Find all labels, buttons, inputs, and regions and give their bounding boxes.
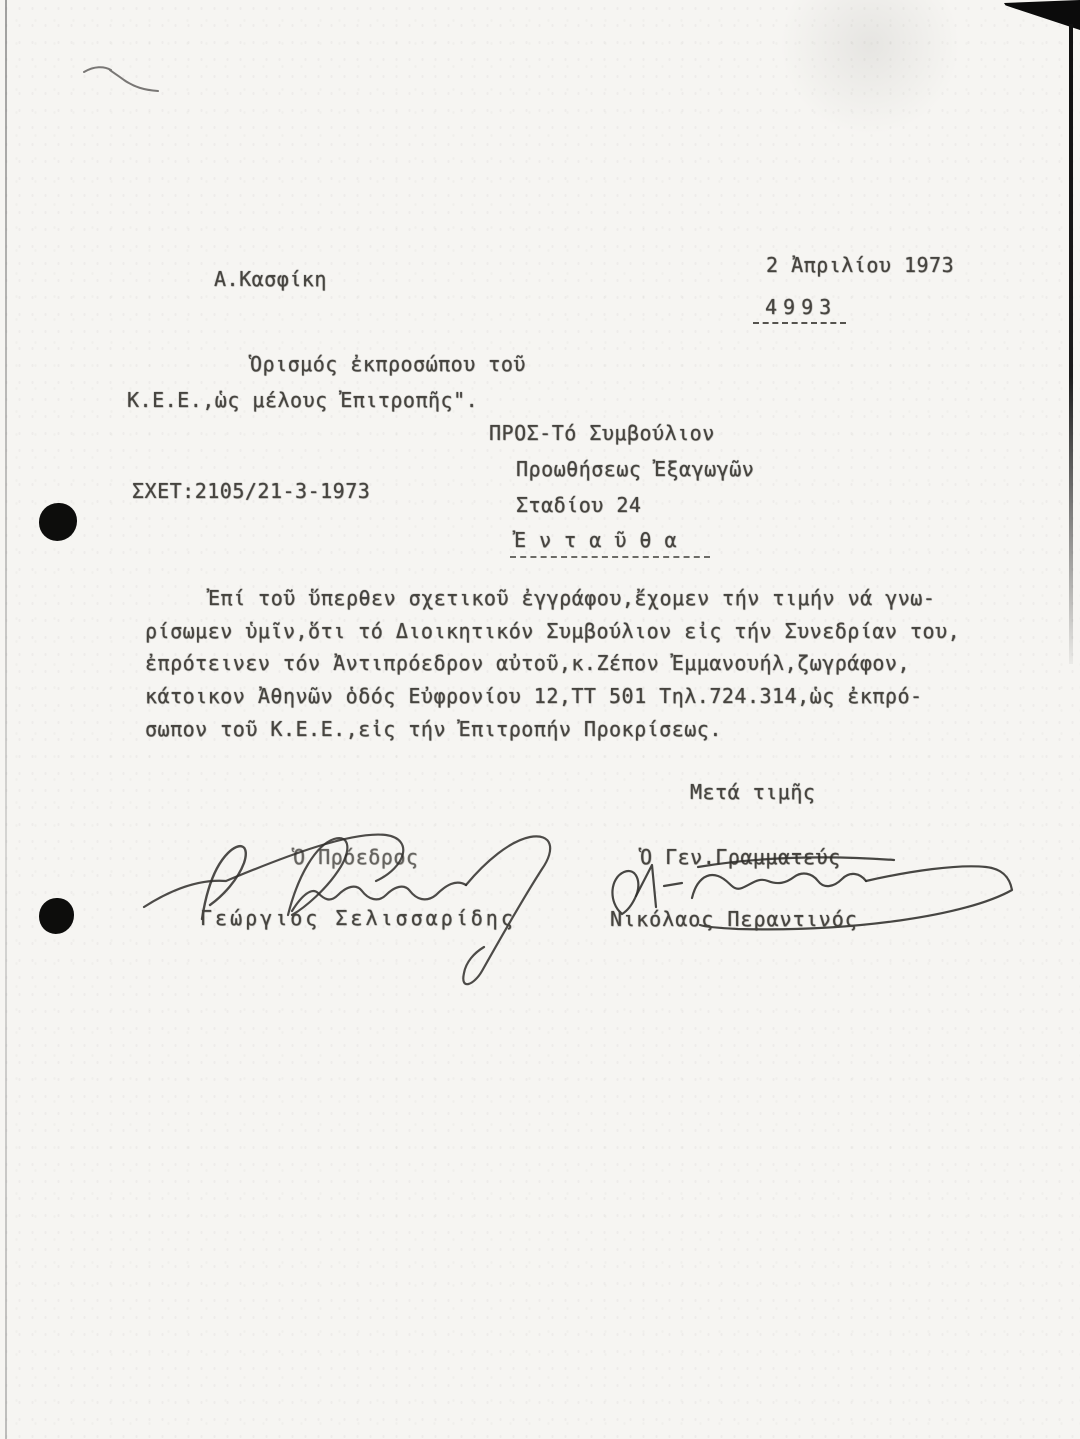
reference-number: ΣΧΕΤ:2105/21-3-1973: [132, 479, 371, 503]
letter-date: 2 Ἀπριλίου 1973: [766, 253, 955, 277]
body-line-5: σωπον τοῦ Κ.Ε.Ε.,εἰς τήν Ἐπιτροπήν Προκρίσεως.: [145, 717, 722, 741]
handler-name: Α.Κασφίκη: [214, 267, 327, 291]
secretary-signature: [602, 852, 1032, 947]
signature-right-name: Νικόλαος Περαντινός: [610, 907, 858, 931]
recipient-org-line: Προωθήσεως Ἐξαγωγῶν: [516, 457, 755, 481]
body-line-3: ἐπρότεινεν τόν Ἀντιπρόεδρον αὐτοῦ,κ.Ζέπον Ἐμμανουήλ,ζωγράφον,: [145, 651, 911, 675]
hole-punch-bottom: [39, 898, 74, 934]
subject-line-1: Ὁρισμός ἐκπροσώπου τοῦ: [250, 352, 526, 376]
scan-edge-line-left: [5, 0, 7, 1439]
recipient-address: Σταδίου 24: [516, 493, 642, 517]
closing-salutation: Μετά τιμῆς: [690, 780, 816, 804]
signature-left-name: Γεώργιος Σελισσαρίδης: [200, 906, 516, 930]
recipient-city-underline: [510, 556, 710, 558]
hole-punch-top: [39, 503, 77, 541]
pencil-mark: [78, 58, 178, 103]
body-line-1: Ἐπί τοῦ ὕπερθεν σχετικοῦ ἐγγράφου,ἔχομεν τήν τιμήν νά γνω-: [208, 586, 936, 610]
recipient-city: Ἐ ν τ α ῦ θ α: [514, 528, 678, 552]
signature-left-title: Ὁ Πρόεδρος: [293, 845, 419, 869]
scan-edge-line-right: [1069, 24, 1073, 664]
protocol-number: 4993: [753, 294, 846, 324]
recipient-to-line: ΠΡΟΣ-Τό Συμβούλιον: [489, 421, 715, 445]
body-line-2: ρίσωμεν ὑμῖν,ὅτι τό Διοικητικόν Συμβούλιον εἰς τήν Συνεδρίαν του,: [145, 619, 961, 643]
signature-right-title: Ὁ Γεν.Γραμματεύς: [640, 845, 841, 869]
subject-line-2: Κ.Ε.Ε.,ὡς μέλους Ἐπιτροπῆς".: [127, 388, 479, 412]
body-line-4: κάτοικον Ἀθηνῶν ὁδός Εὐφρονίου 12,ΤΤ 501 Τηλ.724.314,ὡς ἐκπρό-: [145, 684, 923, 708]
